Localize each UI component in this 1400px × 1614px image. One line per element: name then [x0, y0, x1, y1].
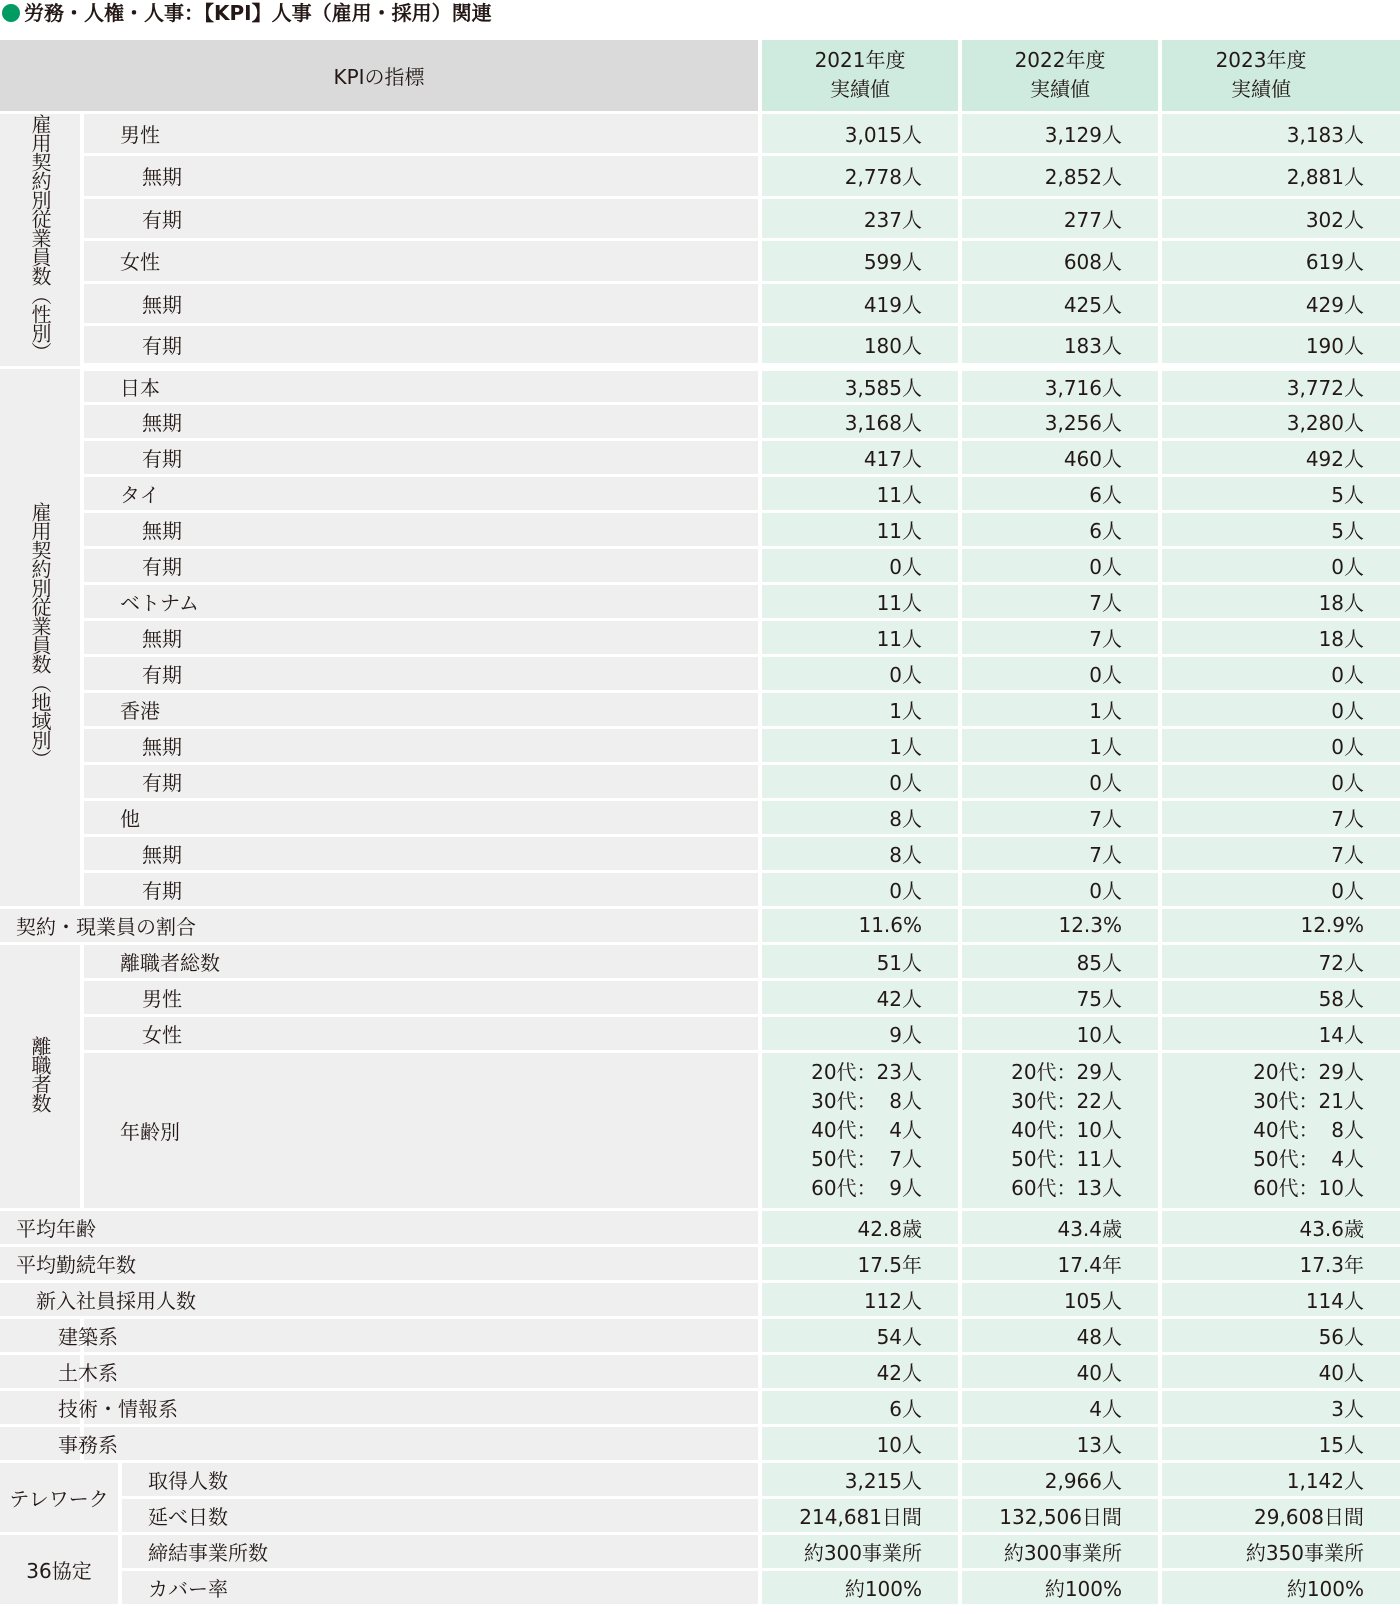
value-tw_users-2023: 1,142人: [1160, 1461, 1400, 1497]
kpi-table: [0, 40, 1400, 1607]
bullet-dot-icon: [2, 4, 20, 22]
value-leavers_female-2023: 14人: [1160, 1015, 1400, 1051]
value-hires_office-2023: 15人: [1160, 1425, 1400, 1461]
value-other_perm-2023: 7人: [1160, 835, 1400, 871]
header-row: [0, 40, 1400, 112]
value-tw_days-2022: 132,506日間: [960, 1497, 1160, 1533]
label-female: 女性: [82, 240, 760, 283]
value-leavers_female-2022: 10人: [960, 1015, 1160, 1051]
label-hires_civil: [58, 1353, 760, 1389]
row-contract_ratio: [0, 907, 1400, 943]
label-other: 他: [82, 799, 760, 835]
value-female-2021: 599人: [760, 240, 960, 283]
indent-spacer: [82, 727, 106, 763]
value-other_fixed-2021: 0人: [760, 871, 960, 907]
value-thai-2023: 5人: [1160, 475, 1400, 511]
year-header-2021: 2021年度 実績値: [760, 40, 960, 112]
value-vietnam-2023: 18人: [1160, 583, 1400, 619]
value-female-2022: 608人: [960, 240, 1160, 283]
value-male_fixed-2021: 237人: [760, 197, 960, 240]
value-a36_cover-2023: 約100%: [1160, 1569, 1400, 1605]
indent-spacer: [82, 155, 106, 198]
value-new_hires-2023: 114人: [1160, 1281, 1400, 1317]
kpi-header: KPIの指標: [0, 40, 760, 112]
value-tw_days-2021: 214,681日間: [760, 1497, 960, 1533]
label-male: 男性: [82, 112, 760, 155]
value-new_hires-2022: 105人: [960, 1281, 1160, 1317]
row-tw_users: [0, 1461, 1400, 1497]
value-male_perm-2022: 2,852人: [960, 155, 1160, 198]
value-female_fixed-2021: 180人: [760, 325, 960, 368]
row-new_hires: [0, 1281, 1400, 1317]
value-leavers_total-2023: 72人: [1160, 943, 1400, 979]
kpi-table-body: [0, 40, 1400, 1605]
row-hires_tech: [0, 1389, 1400, 1425]
value-thai_perm-2023: 5人: [1160, 511, 1400, 547]
value-male-2022: 3,129人: [960, 112, 1160, 155]
value-a36_sites-2023: 約350事業所: [1160, 1533, 1400, 1569]
value-thai-2021: 11人: [760, 475, 960, 511]
page-title-text: 労務・人権・人事：【KPI】人事（雇用・採用）関連: [24, 1, 492, 25]
label-hires_tech: [58, 1389, 760, 1425]
indent-spacer: [82, 979, 106, 1015]
row-tw_days: [0, 1497, 1400, 1533]
row-hires_civil: [0, 1353, 1400, 1389]
label-thai_fixed: 有期: [106, 547, 760, 583]
value-leavers_male-2021: 42人: [760, 979, 960, 1015]
label-leavers_male: 男性: [106, 979, 760, 1015]
row-other: [0, 799, 1400, 835]
value-female_perm-2023: 429人: [1160, 282, 1400, 325]
value-tw_days-2023: 29,608日間: [1160, 1497, 1400, 1533]
indent-spacer: [82, 403, 106, 439]
value-other-2021: 8人: [760, 799, 960, 835]
label-female_fixed: 有期: [106, 325, 760, 368]
value-other_fixed-2023: 0人: [1160, 871, 1400, 907]
row-avg_age: [0, 1209, 1400, 1245]
value-hires_arch-2022: 48人: [960, 1317, 1160, 1353]
row-japan_fixed: [0, 439, 1400, 475]
indent-spacer: [82, 547, 106, 583]
label-thai: タイ: [82, 475, 760, 511]
value-hires_office-2022: 13人: [960, 1425, 1160, 1461]
indent-spacer: [82, 325, 106, 368]
row-male_perm: [0, 155, 1400, 198]
label-vietnam: ベトナム: [82, 583, 760, 619]
row-vietnam: [0, 583, 1400, 619]
label-text-hires_tech: 技術・情報系: [58, 1396, 178, 1421]
value-thai-2022: 6人: [960, 475, 1160, 511]
row-thai_perm: [0, 511, 1400, 547]
value-female_fixed-2022: 183人: [960, 325, 1160, 368]
value-hires_arch-2021: 54人: [760, 1317, 960, 1353]
label-a36_cover: カバー率: [120, 1569, 760, 1605]
row-leavers_male: [0, 979, 1400, 1015]
value-hongkong_fixed-2021: 0人: [760, 763, 960, 799]
label-vietnam_perm: 無期: [106, 619, 760, 655]
label-avg_age: 平均年齢: [0, 1209, 760, 1245]
row-male: [0, 112, 1400, 155]
label-text-hires_office: 事務系: [58, 1432, 118, 1457]
value-other_perm-2021: 8人: [760, 835, 960, 871]
indent-spacer: [82, 655, 106, 691]
value-leavers_female-2021: 9人: [760, 1015, 960, 1051]
label-tw_days: 延べ日数: [120, 1497, 760, 1533]
value-japan-2021: 3,585人: [760, 367, 960, 403]
value-hongkong_fixed-2023: 0人: [1160, 763, 1400, 799]
value-vietnam-2021: 11人: [760, 583, 960, 619]
row-vietnam_perm: [0, 619, 1400, 655]
label-leavers_total: 離職者総数: [82, 943, 760, 979]
value-leavers_male-2023: 58人: [1160, 979, 1400, 1015]
value-japan_perm-2023: 3,280人: [1160, 403, 1400, 439]
label-text-hires_civil: 土木系: [58, 1360, 118, 1385]
value-japan_perm-2022: 3,256人: [960, 403, 1160, 439]
label-thai_perm: 無期: [106, 511, 760, 547]
row-other_fixed: [0, 871, 1400, 907]
value-avg_age-2022: 43.4歳: [960, 1209, 1160, 1245]
value-japan_fixed-2022: 460人: [960, 439, 1160, 475]
value-a36_cover-2022: 約100%: [960, 1569, 1160, 1605]
row-thai_fixed: [0, 547, 1400, 583]
value-hongkong_perm-2022: 1人: [960, 727, 1160, 763]
value-other_fixed-2022: 0人: [960, 871, 1160, 907]
group-label-leavers: 離職者数: [28, 1035, 52, 1112]
value-vietnam-2022: 7人: [960, 583, 1160, 619]
value-male-2021: 3,015人: [760, 112, 960, 155]
label-avg_tenure: 平均勤続年数: [0, 1245, 760, 1281]
value-hires_tech-2021: 6人: [760, 1389, 960, 1425]
value-japan_fixed-2021: 417人: [760, 439, 960, 475]
row-leavers_age: [0, 1051, 1400, 1209]
value-tw_users-2022: 2,966人: [960, 1461, 1160, 1497]
value-hongkong-2021: 1人: [760, 691, 960, 727]
label-other_perm: 無期: [106, 835, 760, 871]
value-a36_sites-2021: 約300事業所: [760, 1533, 960, 1569]
label-vietnam_fixed: 有期: [106, 655, 760, 691]
row-leavers_female: [0, 1015, 1400, 1051]
value-a36_sites-2022: 約300事業所: [960, 1533, 1160, 1569]
value-hires_office-2021: 10人: [760, 1425, 960, 1461]
value-leavers_male-2022: 75人: [960, 979, 1160, 1015]
indent-spacer: [82, 619, 106, 655]
label-text-hires_arch: 建築系: [58, 1324, 118, 1349]
group-label-region: 雇用契約別従業員数（地域別）: [28, 501, 52, 768]
group-telework: テレワーク: [0, 1461, 120, 1533]
label-other_fixed: 有期: [106, 871, 760, 907]
label-new_hires: 新入社員採用人数: [0, 1281, 760, 1317]
row-female: [0, 240, 1400, 283]
row-female_perm: [0, 282, 1400, 325]
value-new_hires-2021: 112人: [760, 1281, 960, 1317]
value-contract_ratio-2023: 12.9%: [1160, 907, 1400, 943]
row-japan_perm: [0, 403, 1400, 439]
label-hongkong_perm: 無期: [106, 727, 760, 763]
value-tw_users-2021: 3,215人: [760, 1461, 960, 1497]
value-hires_arch-2023: 56人: [1160, 1317, 1400, 1353]
year-header-2023: 2023年度 実績値: [1160, 40, 1400, 112]
value-male_fixed-2023: 302人: [1160, 197, 1400, 240]
indent-spacer: [82, 835, 106, 871]
value-hongkong_perm-2021: 1人: [760, 727, 960, 763]
label-female_perm: 無期: [106, 282, 760, 325]
value-vietnam_perm-2023: 18人: [1160, 619, 1400, 655]
value-hires_civil-2022: 40人: [960, 1353, 1160, 1389]
label-a36_sites: 締結事業所数: [120, 1533, 760, 1569]
value-leavers_age-2021: 20代：23人 30代： 8人 40代： 4人 50代： 7人 60代： 9人: [760, 1051, 960, 1209]
value-male-2023: 3,183人: [1160, 112, 1400, 155]
row-hongkong: [0, 691, 1400, 727]
row-a36_sites: [0, 1533, 1400, 1569]
page-title: [2, 0, 492, 26]
group-agreement36: 36協定: [0, 1533, 120, 1605]
value-hires_civil-2023: 40人: [1160, 1353, 1400, 1389]
value-other-2023: 7人: [1160, 799, 1400, 835]
label-hires_arch: [58, 1317, 760, 1353]
group-label-gender: 雇用契約別従業員数（性別）: [28, 113, 52, 361]
row-male_fixed: [0, 197, 1400, 240]
label-male_perm: 無期: [106, 155, 760, 198]
value-vietnam_perm-2021: 11人: [760, 619, 960, 655]
value-male_fixed-2022: 277人: [960, 197, 1160, 240]
group-gender: [0, 112, 82, 367]
value-thai_perm-2021: 11人: [760, 511, 960, 547]
value-japan_perm-2021: 3,168人: [760, 403, 960, 439]
value-thai_fixed-2021: 0人: [760, 547, 960, 583]
value-male_perm-2023: 2,881人: [1160, 155, 1400, 198]
row-japan: [0, 367, 1400, 403]
value-contract_ratio-2021: 11.6%: [760, 907, 960, 943]
value-female_perm-2021: 419人: [760, 282, 960, 325]
value-hires_tech-2023: 3人: [1160, 1389, 1400, 1425]
value-vietnam_fixed-2023: 0人: [1160, 655, 1400, 691]
row-thai: [0, 475, 1400, 511]
value-japan_fixed-2023: 492人: [1160, 439, 1400, 475]
indent-spacer: [82, 1015, 106, 1051]
row-vietnam_fixed: [0, 655, 1400, 691]
value-vietnam_fixed-2022: 0人: [960, 655, 1160, 691]
value-other-2022: 7人: [960, 799, 1160, 835]
label-hongkong: 香港: [82, 691, 760, 727]
value-male_perm-2021: 2,778人: [760, 155, 960, 198]
value-female_fixed-2023: 190人: [1160, 325, 1400, 368]
indent-spacer: [82, 197, 106, 240]
label-contract_ratio: 契約・現業員の割合: [0, 907, 760, 943]
value-avg_age-2021: 42.8歳: [760, 1209, 960, 1245]
value-japan-2023: 3,772人: [1160, 367, 1400, 403]
label-hires_office: [58, 1425, 760, 1461]
row-hongkong_fixed: [0, 763, 1400, 799]
value-avg_tenure-2022: 17.4年: [960, 1245, 1160, 1281]
indent-spacer: [82, 511, 106, 547]
row-hires_arch: [0, 1317, 1400, 1353]
value-thai_fixed-2023: 0人: [1160, 547, 1400, 583]
label-leavers_age: 年齢別: [82, 1051, 760, 1209]
value-hongkong-2022: 1人: [960, 691, 1160, 727]
indent-spacer: [82, 871, 106, 907]
value-hongkong_fixed-2022: 0人: [960, 763, 1160, 799]
row-female_fixed: [0, 325, 1400, 368]
value-avg_tenure-2023: 17.3年: [1160, 1245, 1400, 1281]
value-hires_tech-2022: 4人: [960, 1389, 1160, 1425]
value-leavers_age-2022: 20代：29人 30代：22人 40代：10人 50代：11人 60代：13人: [960, 1051, 1160, 1209]
label-japan_perm: 無期: [106, 403, 760, 439]
value-avg_age-2023: 43.6歳: [1160, 1209, 1400, 1245]
value-hires_civil-2021: 42人: [760, 1353, 960, 1389]
group-region: [0, 367, 82, 907]
value-other_perm-2022: 7人: [960, 835, 1160, 871]
row-a36_cover: [0, 1569, 1400, 1605]
value-leavers_total-2021: 51人: [760, 943, 960, 979]
value-leavers_total-2022: 85人: [960, 943, 1160, 979]
value-avg_tenure-2021: 17.5年: [760, 1245, 960, 1281]
value-contract_ratio-2022: 12.3%: [960, 907, 1160, 943]
value-japan-2022: 3,716人: [960, 367, 1160, 403]
indent-spacer: [82, 763, 106, 799]
value-female_perm-2022: 425人: [960, 282, 1160, 325]
value-vietnam_perm-2022: 7人: [960, 619, 1160, 655]
label-tw_users: 取得人数: [120, 1461, 760, 1497]
row-hongkong_perm: [0, 727, 1400, 763]
group-leavers: [0, 943, 82, 1209]
label-leavers_female: 女性: [106, 1015, 760, 1051]
label-japan: 日本: [82, 367, 760, 403]
value-thai_perm-2022: 6人: [960, 511, 1160, 547]
label-japan_fixed: 有期: [106, 439, 760, 475]
row-leavers_total: [0, 943, 1400, 979]
row-hires_office: [0, 1425, 1400, 1461]
value-hongkong_perm-2023: 0人: [1160, 727, 1400, 763]
value-female-2023: 619人: [1160, 240, 1400, 283]
indent-spacer: [82, 282, 106, 325]
label-hongkong_fixed: 有期: [106, 763, 760, 799]
indent-spacer: [82, 439, 106, 475]
value-thai_fixed-2022: 0人: [960, 547, 1160, 583]
year-header-2022: 2022年度 実績値: [960, 40, 1160, 112]
row-avg_tenure: [0, 1245, 1400, 1281]
value-leavers_age-2023: 20代：29人 30代：21人 40代： 8人 50代： 4人 60代：10人: [1160, 1051, 1400, 1209]
label-male_fixed: 有期: [106, 197, 760, 240]
row-other_perm: [0, 835, 1400, 871]
value-vietnam_fixed-2021: 0人: [760, 655, 960, 691]
value-hongkong-2023: 0人: [1160, 691, 1400, 727]
value-a36_cover-2021: 約100%: [760, 1569, 960, 1605]
